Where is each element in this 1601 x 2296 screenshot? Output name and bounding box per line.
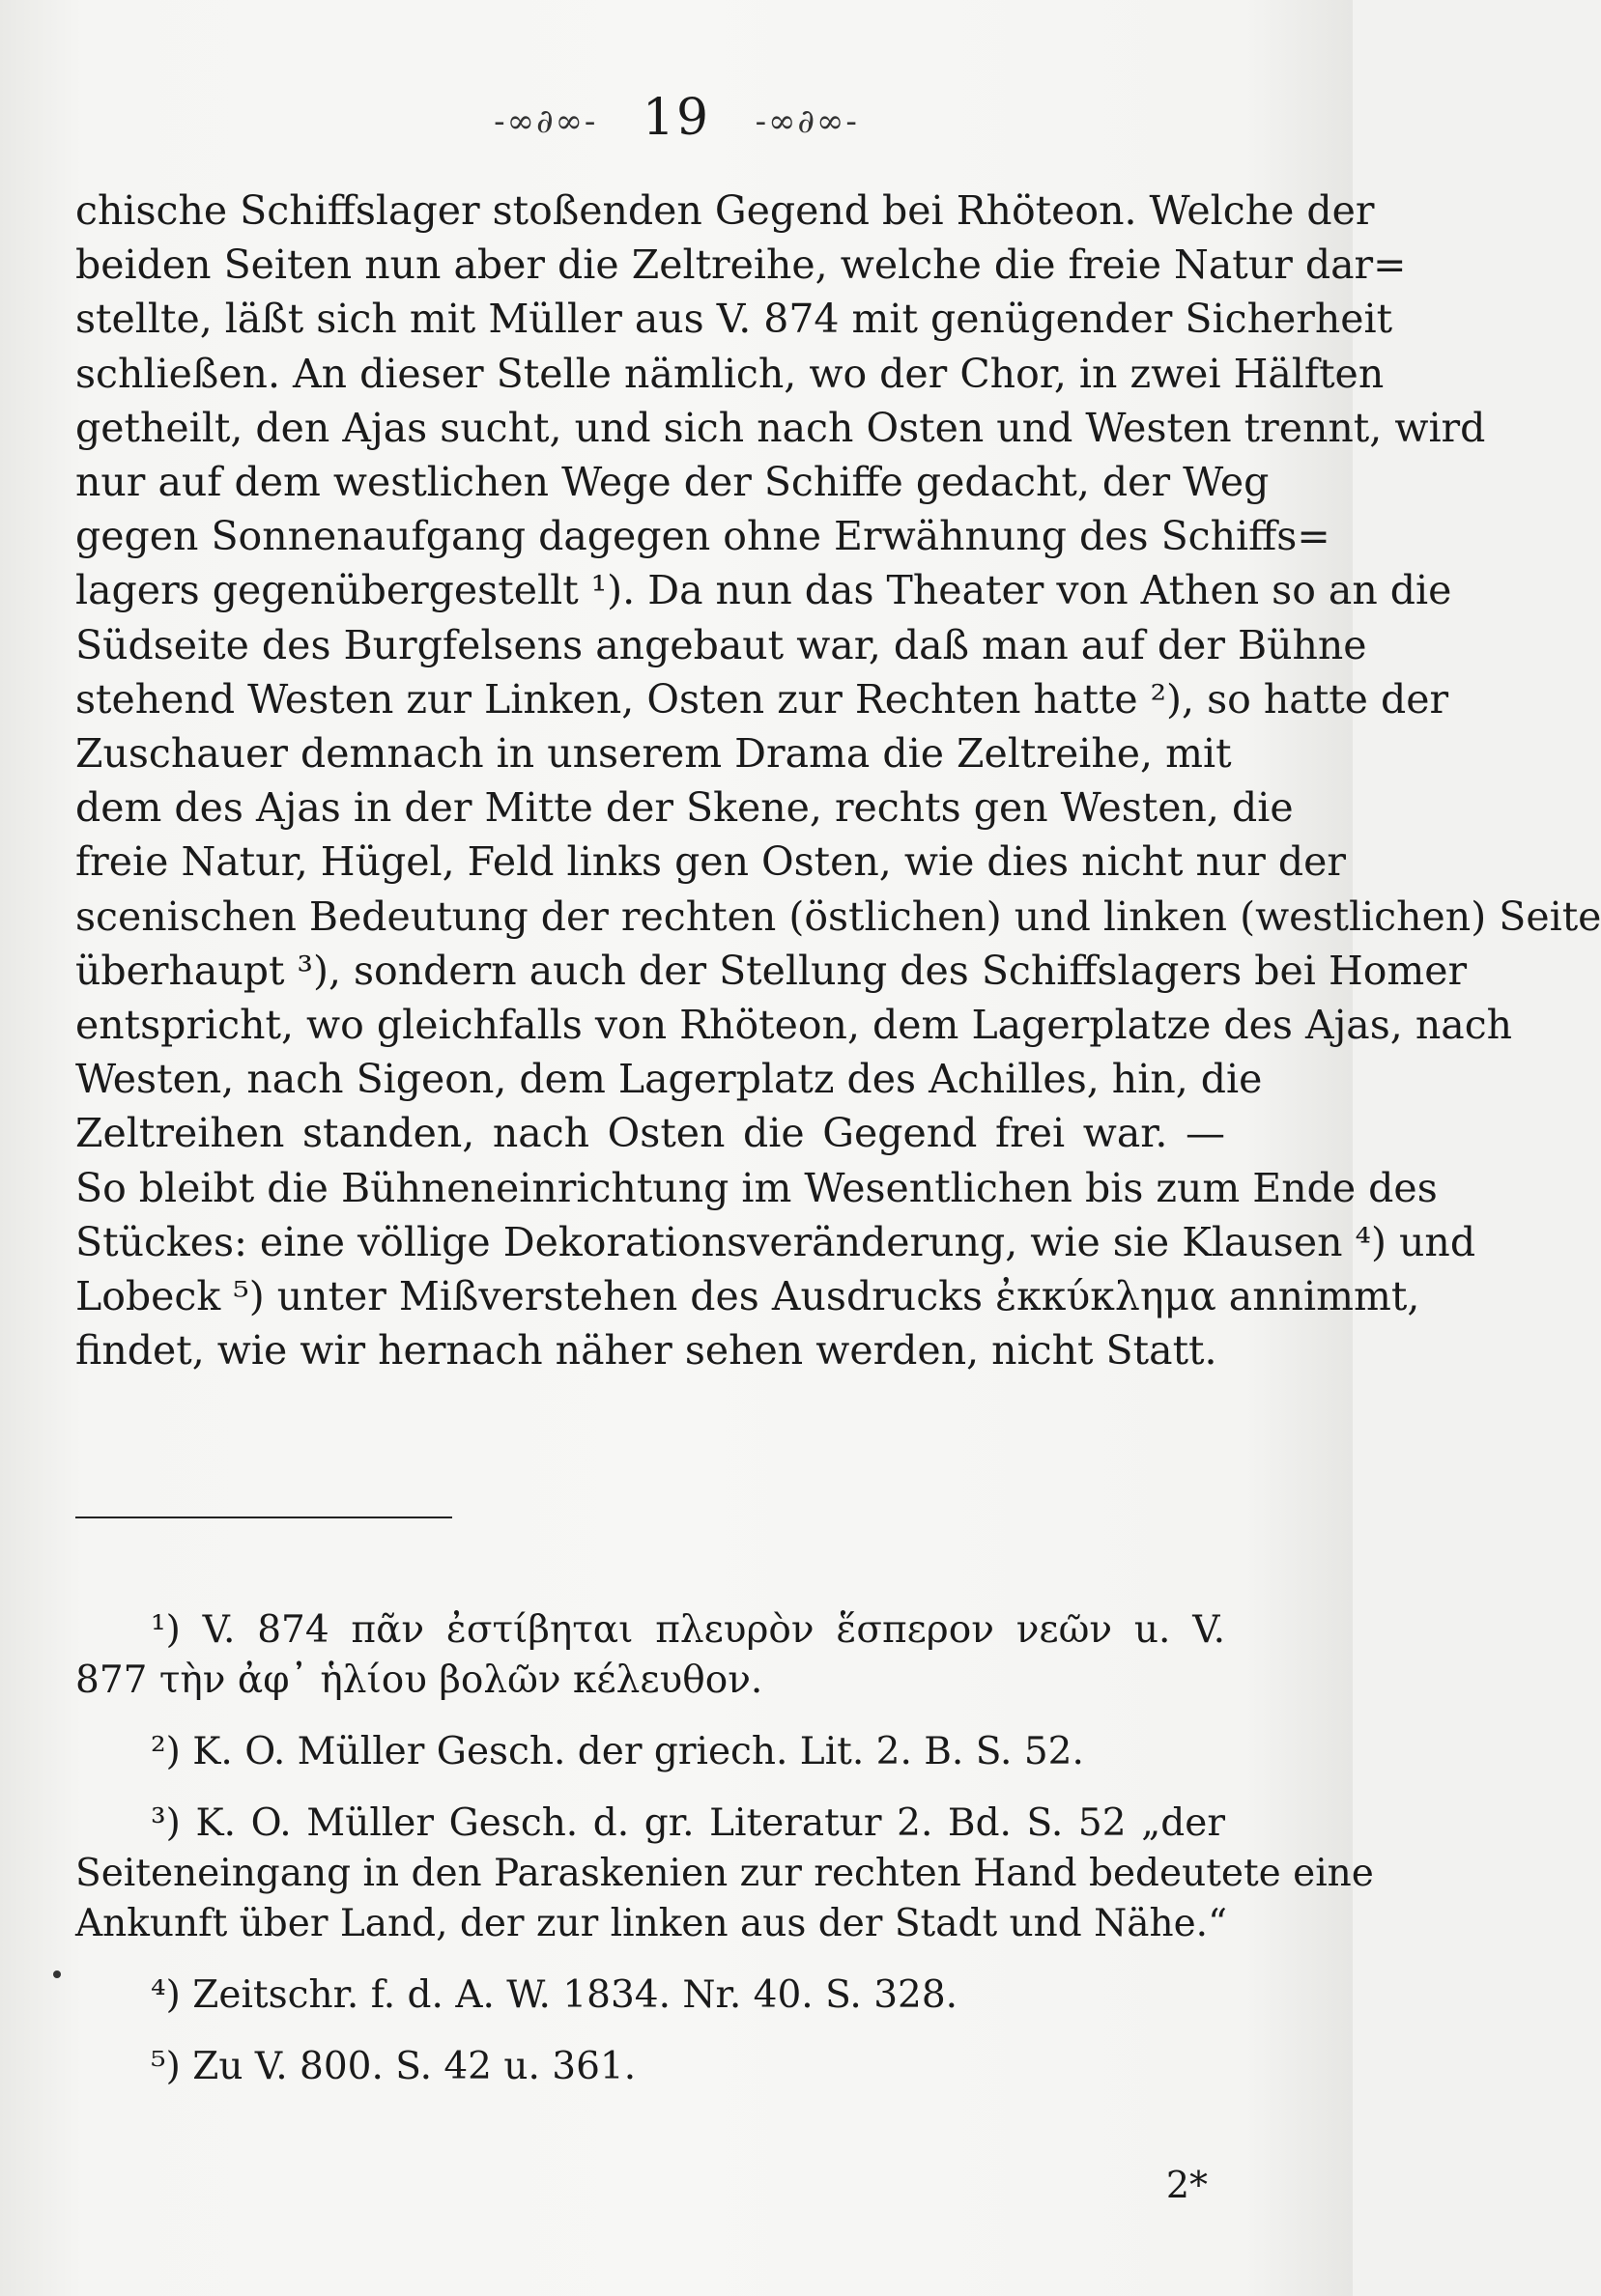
text-line: stehend Westen zur Linken, Osten zur Rechten hatte ²), so hatte der: [75, 675, 1449, 723]
page-number: 19: [642, 89, 711, 147]
page-header: [0, 89, 1353, 147]
footnote-marker: ¹): [151, 1608, 181, 1652]
ornament-left-icon: -∞∂∞-: [494, 101, 598, 141]
main-text: [75, 184, 1601, 1377]
footnote-line: [75, 2042, 1225, 2092]
text-line: überhaupt ³), sondern auch der Stellung des Schiffslagers bei Homer: [75, 947, 1468, 994]
text-line: findet, wie wir hernach näher sehen werden, nicht Statt.: [75, 1327, 1217, 1375]
text-line: Stückes: eine völlige Dekorationsveränderung, wie sie Klausen ⁴) und: [75, 1218, 1476, 1265]
footnote-1: [75, 1605, 1225, 1706]
footnote-text: K. O. Müller Gesch. d. gr. Literatur 2. Bd. S. 52 „der: [195, 1801, 1225, 1845]
text-line: getheilt, den Ajas sucht, und sich nach Osten und Westen trennt, wird: [75, 404, 1486, 451]
text-line: Südseite des Burgfelsens angebaut war, daß man auf der Bühne: [75, 621, 1367, 668]
footnote-marker: ⁵): [151, 2045, 181, 2088]
ornament-right-icon: -∞∂∞-: [755, 101, 859, 141]
ink-speck: [53, 1970, 61, 1978]
text-line: beiden Seiten nun aber die Zeltreihe, welche die freie Natur dar=: [75, 241, 1407, 289]
footnote-4: [75, 1970, 1225, 2021]
footnote-text: V. 874 πᾶν ἐστίβηται πλευρὸν ἕσπερον νεῶν u. V.: [202, 1608, 1225, 1652]
text-line: stellte, läßt sich mit Müller aus V. 874 mit genügender Sicherheit: [75, 296, 1393, 343]
text-line: Zeltreihen standen, nach Osten die Gegend frei war. —: [75, 1110, 1225, 1157]
footnote-marker: ²): [151, 1730, 181, 1773]
footnote-marker: ³): [151, 1801, 181, 1845]
footnote-text: Zeitschr. f. d. A. W. 1834. Nr. 40. S. 328.: [192, 1973, 958, 2017]
footnote-line: [75, 1970, 1225, 2021]
footnote-marker: ⁴): [151, 1973, 181, 2017]
text-line: nur auf dem westlichen Wege der Schiffe gedacht, der Weg: [75, 459, 1270, 506]
text-line: schließen. An dieser Stelle nämlich, wo der Chor, in zwei Hälften: [75, 350, 1385, 397]
text-line: Zuschauer demnach in unserem Drama die Zeltreihe, mit: [75, 730, 1232, 778]
footnote-divider: [75, 1516, 452, 1518]
footnote-line: [75, 1605, 1225, 1656]
footnote-3: [75, 1799, 1374, 1949]
footnote-line: [75, 1799, 1225, 1849]
signature-mark: 2*: [1165, 2164, 1208, 2206]
footnote-text: Zu V. 800. S. 42 u. 361.: [192, 2045, 637, 2088]
footnote-text: K. O. Müller Gesch. der griech. Lit. 2. B. S. 52.: [192, 1730, 1084, 1773]
text-line: chische Schiffslager stoßenden Gegend bei Rhöteon. Welche der: [75, 187, 1375, 234]
text-line: So bleibt die Bühneneinrichtung im Wesentlichen bis zum Ende des: [75, 1164, 1438, 1211]
text-line: gegen Sonnenaufgang dagegen ohne Erwähnung des Schiffs=: [75, 513, 1330, 560]
text-line: freie Natur, Hügel, Feld links gen Osten, wie dies nicht nur der: [75, 838, 1347, 886]
footnote-5: [75, 2042, 1225, 2092]
footnotes: [75, 1605, 1374, 2113]
text-line: Westen, nach Sigeon, dem Lagerplatz des Achilles, hin, die: [75, 1056, 1263, 1103]
text-line: lagers gegenübergestellt ¹). Da nun das Theater von Athen so an die: [75, 567, 1452, 614]
footnote-line: 877 τὴν ἀφ᾽ ἡλίου βολῶν κέλευθον.: [75, 1658, 763, 1702]
text-line: Lobeck ⁵) unter Mißverstehen des Ausdrucks ἐκκύκλημα annimmt,: [75, 1273, 1420, 1320]
text-line: entspricht, wo gleichfalls von Rhöteon, dem Lagerplatze des Ajas, nach: [75, 1002, 1513, 1049]
text-line: scenischen Bedeutung der rechten (östlichen) und linken (westlichen) Seite: [75, 893, 1601, 940]
footnote-line: Ankunft über Land, der zur linken aus der Stadt und Nähe.“: [75, 1902, 1228, 1945]
text-line: dem des Ajas in der Mitte der Skene, rechts gen Westen, die: [75, 784, 1294, 832]
footnote-line: [75, 1727, 1225, 1777]
footnote-line: Seiteneingang in den Paraskenien zur rechten Hand bedeutete eine: [75, 1852, 1374, 1895]
footnote-2: [75, 1727, 1225, 1777]
